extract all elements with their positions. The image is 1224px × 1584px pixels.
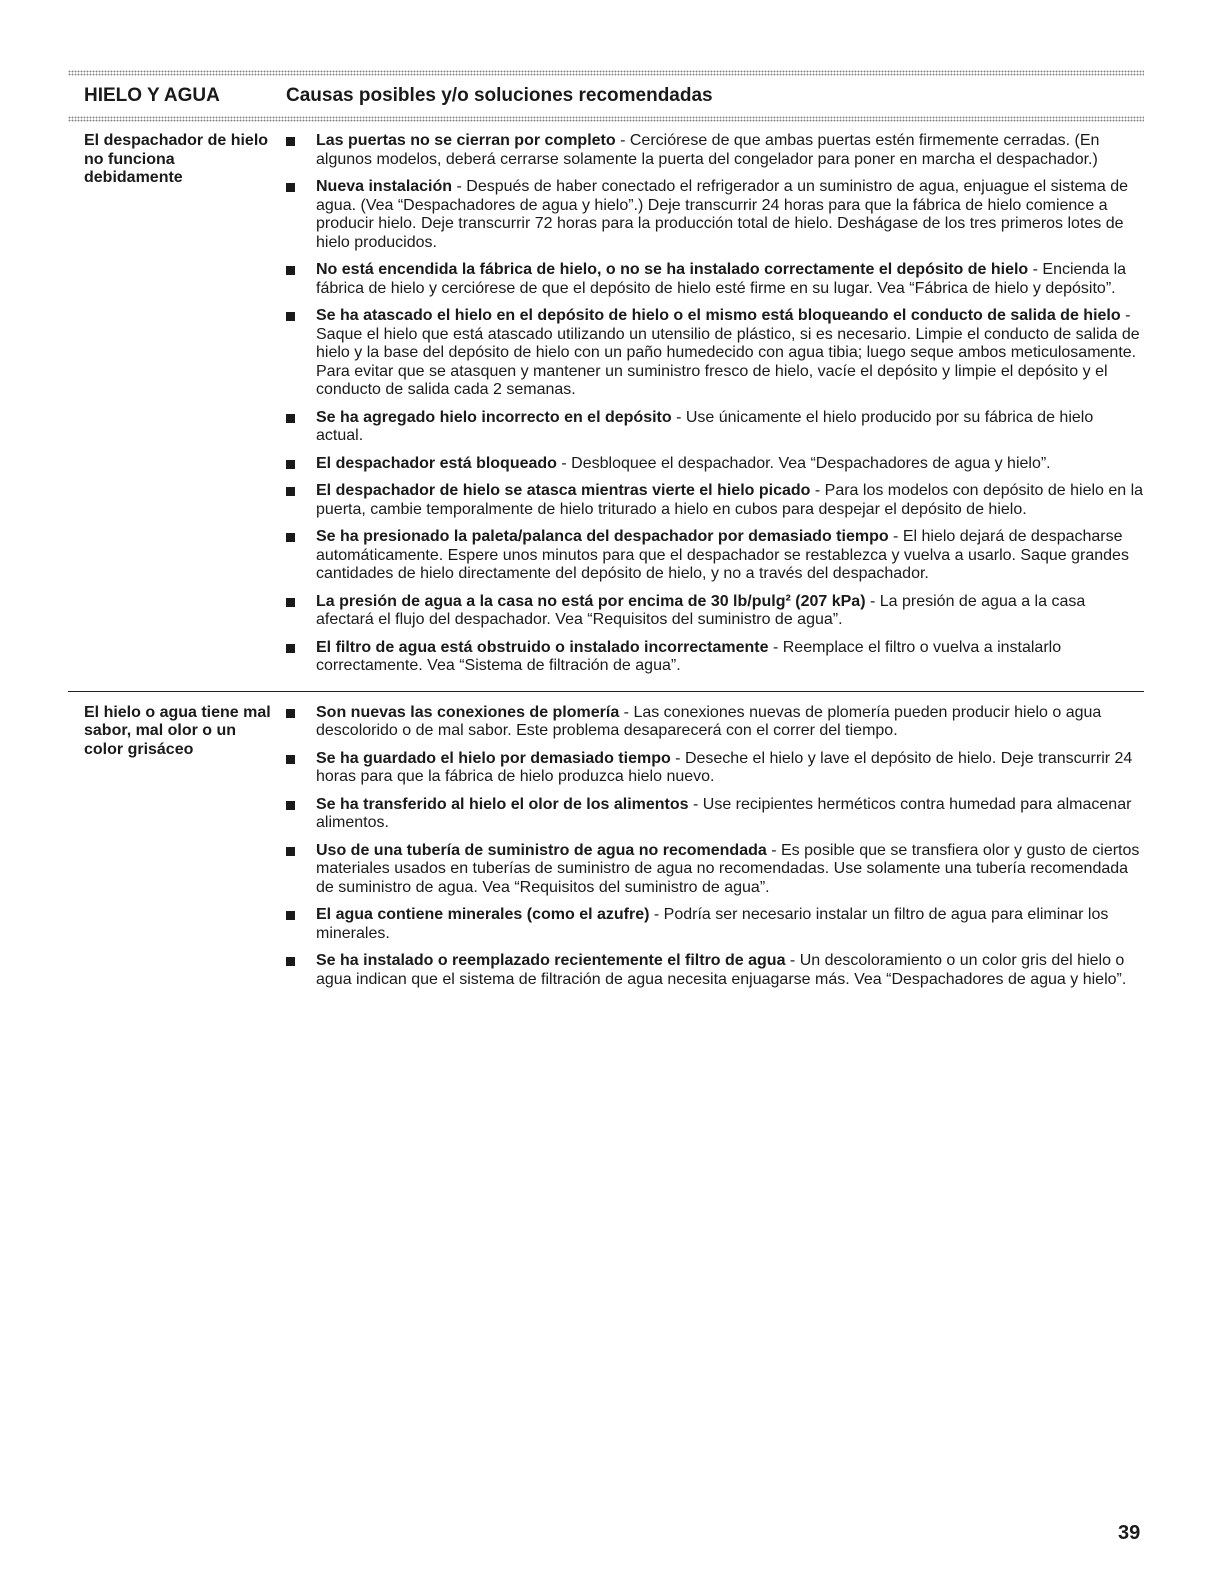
cause-title: Nueva instalación xyxy=(316,178,453,195)
cause-text: - Reemplace el filtro o vuelva a instalarlo correctamente. Vea “Sistema de filtración de agua”. xyxy=(316,638,1062,674)
list-item xyxy=(286,842,1144,898)
square-bullet-icon xyxy=(286,801,295,810)
square-bullet-icon xyxy=(286,312,295,321)
cause-text: - Después de haber conectado el refrigerador a un suministro de agua, enjuague el sistema de agua. (Vea “Despachadores de agua y hielo”.) Deje transcurrir 24 horas para que la fábrica de hielo comience a producir hielo. Deje transcurrir 72 horas para la producción total de hielo. Deshágase de los tres primeros lotes de hielo producidos. xyxy=(316,178,1129,251)
cause-text: - Use únicamente el hielo producido por su fábrica de hielo actual. xyxy=(316,408,1094,444)
cause-text: - Para los modelos con depósito de hielo en la puerta, cambie temporalmente de hielo triturado a hielo en cubos para despejar el depósito de hielo. xyxy=(316,482,1144,518)
cause-title: Se ha guardado el hielo por demasiado tiempo xyxy=(316,749,671,767)
square-bullet-icon xyxy=(286,414,295,423)
cause-title: Se ha atascado el hielo en el depósito de hielo o el mismo está bloqueando el conducto de salida de hielo xyxy=(316,307,1121,324)
cause-text: - Encienda la fábrica de hielo y cerciórese de que el depósito de hielo esté firme en su lugar. Vea “Fábrica de hielo y depósito”. xyxy=(316,261,1127,297)
section-bad-taste xyxy=(68,691,1144,999)
list-item xyxy=(286,952,1144,989)
header-category: HIELO Y AGUA xyxy=(84,85,220,106)
cause-title: Uso de una tubería de suministro de agua no recomendada xyxy=(316,841,767,859)
square-bullet-icon xyxy=(286,598,295,607)
cause-title: El filtro de agua está obstruido o instalado incorrectamente xyxy=(316,638,769,656)
cause-title: El despachador de hielo se atasca mientras vierte el hielo picado xyxy=(316,482,811,499)
causes-list xyxy=(286,132,1144,685)
cause-title: No está encendida la fábrica de hielo, o no se ha instalado correctamente el depósito de hielo xyxy=(316,261,1029,278)
section-ice-dispenser xyxy=(68,122,1144,685)
square-bullet-icon xyxy=(286,911,295,920)
cause-title: Se ha instalado o reemplazado recientemente el filtro de agua xyxy=(316,952,786,969)
list-item xyxy=(286,639,1144,676)
cause-text: - Deseche el hielo y lave el depósito de hielo. Deje transcurrir 24 horas para que la fábrica de hielo produzca hielo nuevo. xyxy=(316,749,1133,785)
list-item xyxy=(286,261,1144,298)
list-item xyxy=(286,796,1144,833)
square-bullet-icon xyxy=(286,533,295,542)
cause-text: - Es posible que se transfiera olor y gusto de ciertos materiales usados en tuberías de suministro de agua no recomendadas. Use solamente una tubería recomendada de suministro de agua. Vea “Requisitos del suministro de agua”. xyxy=(316,841,1140,896)
square-bullet-icon xyxy=(286,137,295,146)
section-label: El despachador de hielo no funciona debidamente xyxy=(84,132,269,186)
cause-title: El despachador está bloqueado xyxy=(316,454,557,472)
cause-text: - Use recipientes herméticos contra humedad para almacenar alimentos. xyxy=(316,795,1132,831)
list-item xyxy=(286,593,1144,630)
cause-text: - El hielo dejará de despacharse automáticamente. Espere unos minutos para que el despachador se restablezca y vuelva a usarlo. Saque grandes cantidades de hielo directamente del depósito de hielo, y no a través del despachador. xyxy=(316,528,1129,582)
cause-text: - Desbloquee el despachador. Vea “Despachadores de agua y hielo”. xyxy=(556,454,1051,472)
cause-text: - Cerciórese de que ambas puertas estén firmemente cerradas. (En algunos modelos, deberá cerrarse solamente la puerta del congelador para poner en marcha el despachador.) xyxy=(316,132,1100,168)
square-bullet-icon xyxy=(286,957,295,966)
cause-title: Las puertas no se cierran por completo xyxy=(316,132,616,149)
square-bullet-icon xyxy=(286,847,295,856)
list-item xyxy=(286,409,1144,446)
cause-text: - Saque el hielo que está atascado utilizando un utensilio de plástico, si es necesario. Limpie el conducto de salida de hielo y la base del depósito de hielo con un paño humedecido con agua tibia; luego seque ambos meticulosamente. Para evitar que se atasquen y mantener un suministro fresco de hielo, vacíe el depósito y limpie el depósito y el conducto de salida cada 2 semanas. xyxy=(316,307,1140,398)
list-item xyxy=(286,906,1144,943)
cause-title: Se ha agregado hielo incorrecto en el depósito xyxy=(316,408,672,426)
cause-text: - Podría ser necesario instalar un filtro de agua para eliminar los minerales. xyxy=(316,906,1109,942)
page-number: 39 xyxy=(1118,1522,1141,1544)
section-label: El hielo o agua tiene mal sabor, mal olor o un color grisáceo xyxy=(84,703,271,758)
square-bullet-icon xyxy=(286,644,295,653)
cause-title: Se ha transferido al hielo el olor de los alimentos xyxy=(316,795,689,813)
list-item xyxy=(286,482,1144,519)
square-bullet-icon xyxy=(286,183,295,192)
list-item xyxy=(286,750,1144,787)
header-causes: Causas posibles y/o soluciones recomendadas xyxy=(286,85,713,106)
cause-title: La presión de agua a la casa no está por encima de 30 lb/pulg² (207 kPa) xyxy=(316,592,866,610)
cause-title: El agua contiene minerales (como el azufre) xyxy=(316,906,650,923)
list-item xyxy=(286,455,1144,474)
table-header xyxy=(68,76,1144,116)
square-bullet-icon xyxy=(286,460,295,469)
list-item xyxy=(286,132,1144,169)
list-item xyxy=(286,178,1144,252)
square-bullet-icon xyxy=(286,487,295,496)
square-bullet-icon xyxy=(286,755,295,764)
list-item xyxy=(286,704,1144,741)
causes-list xyxy=(286,704,1144,999)
square-bullet-icon xyxy=(286,709,295,718)
list-item xyxy=(286,307,1144,400)
troubleshooting-table xyxy=(68,70,1144,998)
cause-text: - Un descoloramiento o un color gris del hielo o agua indican que el sistema de filtración de agua necesita enjuagarse más. Vea “Despachadores de agua y hielo”. xyxy=(316,952,1127,988)
cause-text: - Las conexiones nuevas de plomería pueden producir hielo o agua descolorido o de mal sabor. Este problema desaparecerá con el correr del tiempo. xyxy=(316,703,1102,739)
cause-text: - La presión de agua a la casa afectará el flujo del despachador. Vea “Requisitos del suministro de agua”. xyxy=(316,592,1086,628)
square-bullet-icon xyxy=(286,266,295,275)
cause-title: Se ha presionado la paleta/palanca del despachador por demasiado tiempo xyxy=(316,528,889,545)
cause-title: Son nuevas las conexiones de plomería xyxy=(316,703,620,721)
list-item xyxy=(286,528,1144,584)
